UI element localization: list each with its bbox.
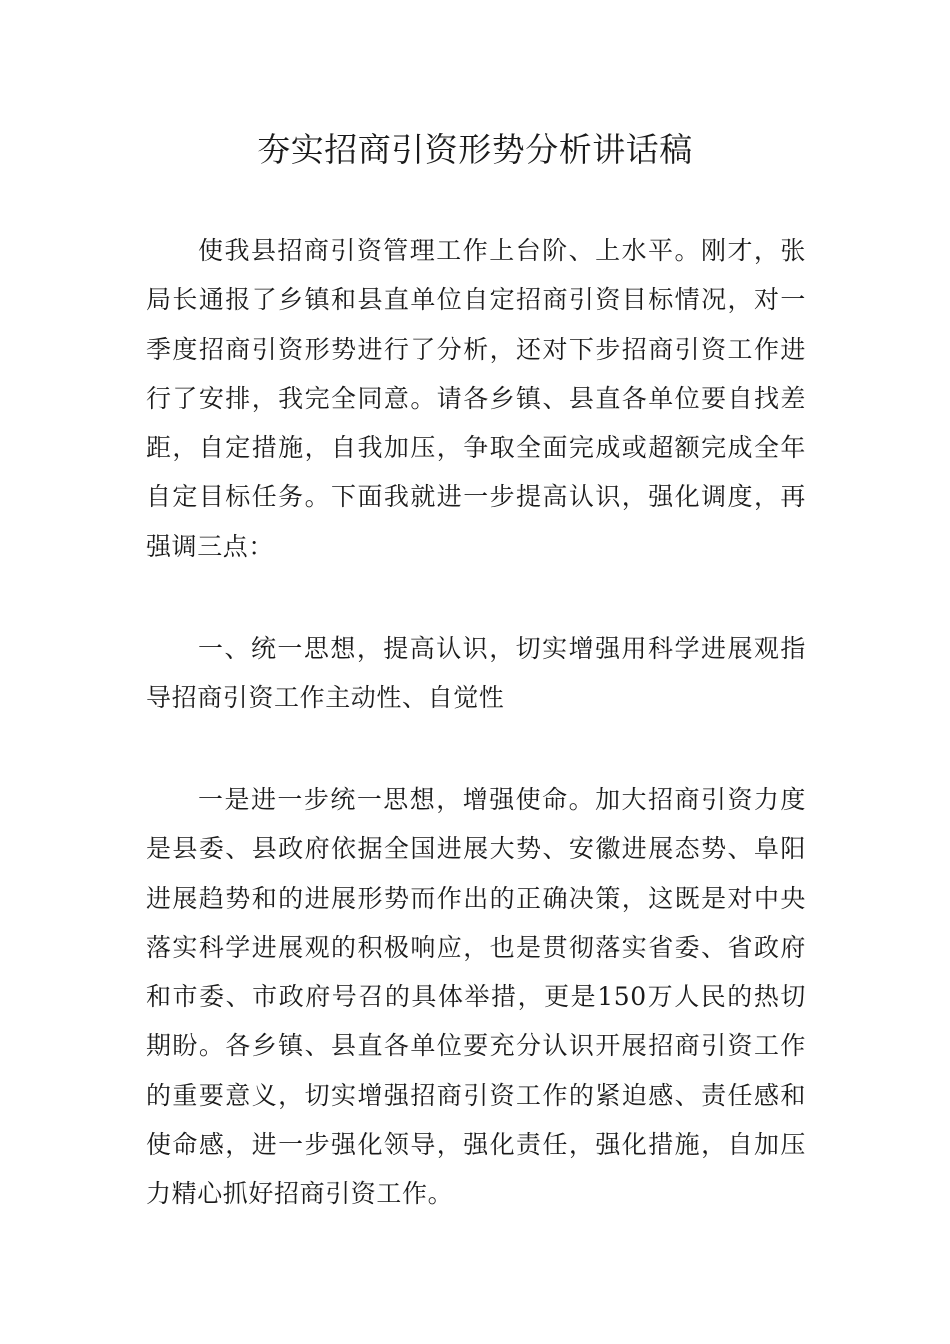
document-title: 夯实招商引资形势分析讲话稿	[257, 130, 693, 169]
paragraph-intro: 使我县招商引资管理工作上台阶、上水平。刚才，张局长通报了乡镇和县直单位自定招商引资目标情况，对一季度招商引资形势进行了分析，还对下步招商引资工作进行了安排，我完全同意。请各乡镇、县直各单位要自找差距，自定措施，自我加压，争取全面完成或超额完成全年自定目标任务。下面我就进一步提高认识，强化调度，再强调三点：	[146, 236, 806, 561]
section-heading-one: 一、统一思想，提高认识，切实增强用科学进展观指导招商引资工作主动性、自觉性	[146, 634, 806, 713]
paragraph-point-one: 一是进一步统一思想，增强使命。加大招商引资力度是县委、县政府依据全国进展大势、安徽进展态势、阜阳进展趋势和的进展形势而作出的正确决策，这既是对中央落实科学进展观的积极响应，也是贯彻落实省委、省政府和市委、市政府号召的具体举措，更是150万人民的热切期盼。各乡镇、县直各单位要充分认识开展招商引资工作的重要意义，切实增强招商引资工作的紧迫感、责任感和使命感，进一步强化领导，强化责任，强化措施，自加压力精心抓好招商引资工作。	[146, 785, 806, 1209]
